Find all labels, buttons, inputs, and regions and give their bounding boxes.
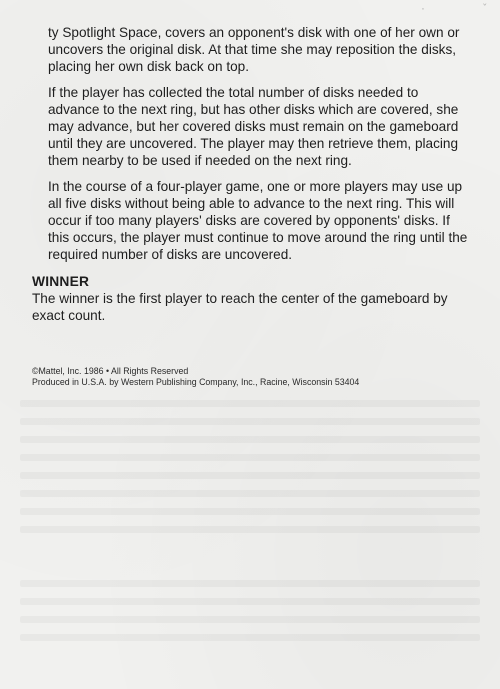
body-paragraph: In the course of a four-player game, one or more players may use up all five disks without being able to advance to the next ring. This will occur if too many players' disks are covered by opponents' disks. If this occurs, the player must continue to move around the ring until the required number of disks are uncovered. [48,178,468,263]
body-paragraph: If the player has collected the total number of disks needed to advance to the next ring, but has other disks which are covered, she may advance, but her covered disks must remain on the gameboard until they are uncovered. The player may then retrieve them, placing them nearby to be used if needed on the next ring. [48,84,459,169]
show-through-line [20,634,480,641]
show-through-line [20,490,480,497]
footer [32,366,472,388]
show-through-line [20,508,480,515]
show-through-line [20,400,480,407]
show-through-line [20,436,480,443]
show-through-line [20,616,480,623]
show-through-line [20,472,480,479]
text-column [32,24,472,324]
show-through-line [20,418,480,425]
show-through-line [20,454,480,461]
body-paragraph: ty Spotlight Space, covers an opponent's disk with one of her own or uncovers the original disk. At that time she may reposition the disks, placing her own disk back on top. [48,25,460,75]
show-through-line [20,598,480,605]
copyright-line: ©Mattel, Inc. 1986 • All Rights Reserved [32,366,189,376]
show-through-line [20,526,480,533]
corner-mark: ٠ [420,2,426,15]
publisher-line: Produced in U.S.A. by Western Publishing Company, Inc., Racine, Wisconsin 53404 [32,377,360,387]
show-through-line [20,580,480,587]
corner-mark: ˇ [482,2,488,15]
winner-heading: WINNER [32,273,90,289]
winner-text: The winner is the first player to reach the center of the gameboard by exact count. [32,290,448,323]
